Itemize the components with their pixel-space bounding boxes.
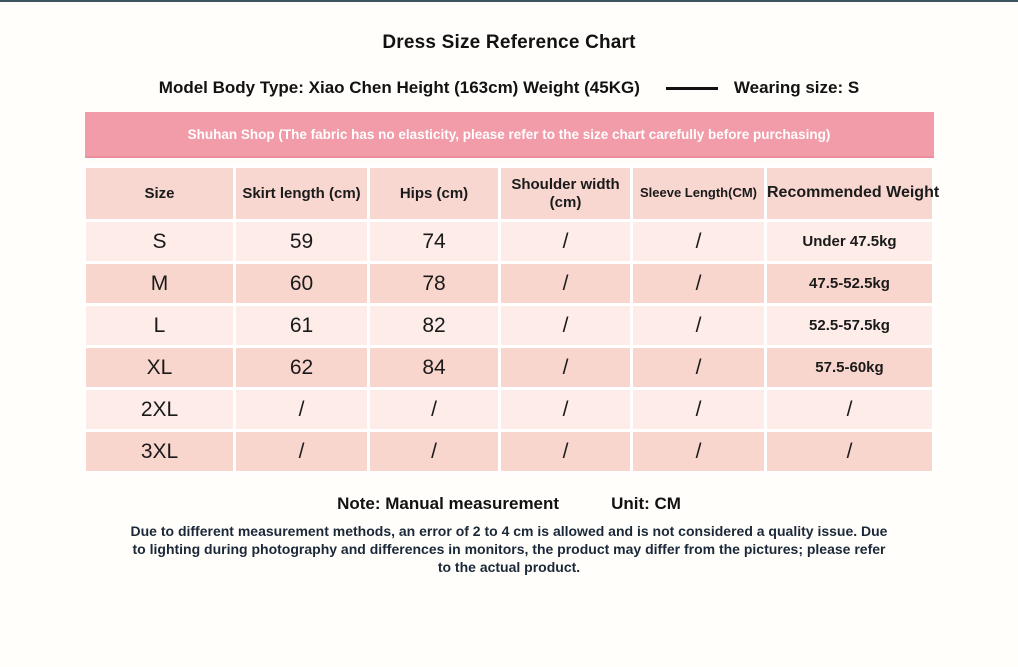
table-cell: / xyxy=(500,305,632,347)
table-cell: 62 xyxy=(235,347,369,389)
note-measurement: Note: Manual measurement xyxy=(337,494,560,513)
table-cell: M xyxy=(85,263,235,305)
table-cell: 47.5-52.5kg xyxy=(766,263,934,305)
table-cell: XL xyxy=(85,347,235,389)
table-cell: / xyxy=(500,263,632,305)
table-cell: S xyxy=(85,221,235,263)
table-cell: / xyxy=(500,347,632,389)
table-header-row xyxy=(85,167,934,221)
shop-notice-text: Shuhan Shop (The fabric has no elasticity, please refer to the size chart carefully before purchasing) xyxy=(187,126,831,142)
table-row-m xyxy=(85,263,934,305)
shop-notice-banner xyxy=(85,112,934,158)
table-cell: / xyxy=(632,347,766,389)
table-cell: / xyxy=(632,221,766,263)
table-row-l xyxy=(85,305,934,347)
table-cell: / xyxy=(500,221,632,263)
table-cell: 2XL xyxy=(85,389,235,431)
col-header-shoulder-width: Shoulder width (cm) xyxy=(500,167,632,221)
note-row xyxy=(0,494,1018,514)
table-cell: / xyxy=(632,431,766,473)
disclaimer-text: Due to different measurement methods, an error of 2 to 4 cm is allowed and is not considered a quality issue. Due to lighting during photography and differences in monitors, the product may differ from the pictures; please refer to the actual product. xyxy=(130,523,888,576)
table-row-3xl xyxy=(85,431,934,473)
model-info-text: Model Body Type: Xiao Chen Height (163cm) Weight (45KG) xyxy=(158,78,640,97)
table-row-2xl xyxy=(85,389,934,431)
table-cell: / xyxy=(369,431,500,473)
table-cell: L xyxy=(85,305,235,347)
table-cell: / xyxy=(632,305,766,347)
table-cell: / xyxy=(500,389,632,431)
table-cell: 57.5-60kg xyxy=(766,347,934,389)
page-title: Dress Size Reference Chart xyxy=(382,32,636,53)
col-header-skirt-length: Skirt length (cm) xyxy=(235,167,369,221)
table-cell: / xyxy=(766,389,934,431)
table-cell: / xyxy=(235,431,369,473)
table-cell: 52.5-57.5kg xyxy=(766,305,934,347)
table-row-s xyxy=(85,221,934,263)
table-cell: 84 xyxy=(369,347,500,389)
wearing-size-text: Wearing size: S xyxy=(733,78,860,97)
col-header-sleeve-length: Sleeve Length(CM) xyxy=(632,167,766,221)
table-cell: 60 xyxy=(235,263,369,305)
table-cell: 74 xyxy=(369,221,500,263)
model-info-row xyxy=(0,78,1018,98)
divider-line xyxy=(666,87,718,90)
col-header-recommended-weight: Recommended Weight xyxy=(766,167,934,221)
col-header-hips: Hips (cm) xyxy=(369,167,500,221)
table-cell: 59 xyxy=(235,221,369,263)
table-cell: 82 xyxy=(369,305,500,347)
table-cell: / xyxy=(766,431,934,473)
table-cell: / xyxy=(632,389,766,431)
table-cell: 3XL xyxy=(85,431,235,473)
table-cell: / xyxy=(235,389,369,431)
size-table xyxy=(83,165,940,474)
table-cell: / xyxy=(369,389,500,431)
table-cell: 78 xyxy=(369,263,500,305)
note-unit: Unit: CM xyxy=(611,494,681,513)
table-cell: / xyxy=(500,431,632,473)
table-cell: Under 47.5kg xyxy=(766,221,934,263)
col-header-size: Size xyxy=(85,167,235,221)
table-cell: / xyxy=(632,263,766,305)
table-cell: 61 xyxy=(235,305,369,347)
table-row-xl xyxy=(85,347,934,389)
